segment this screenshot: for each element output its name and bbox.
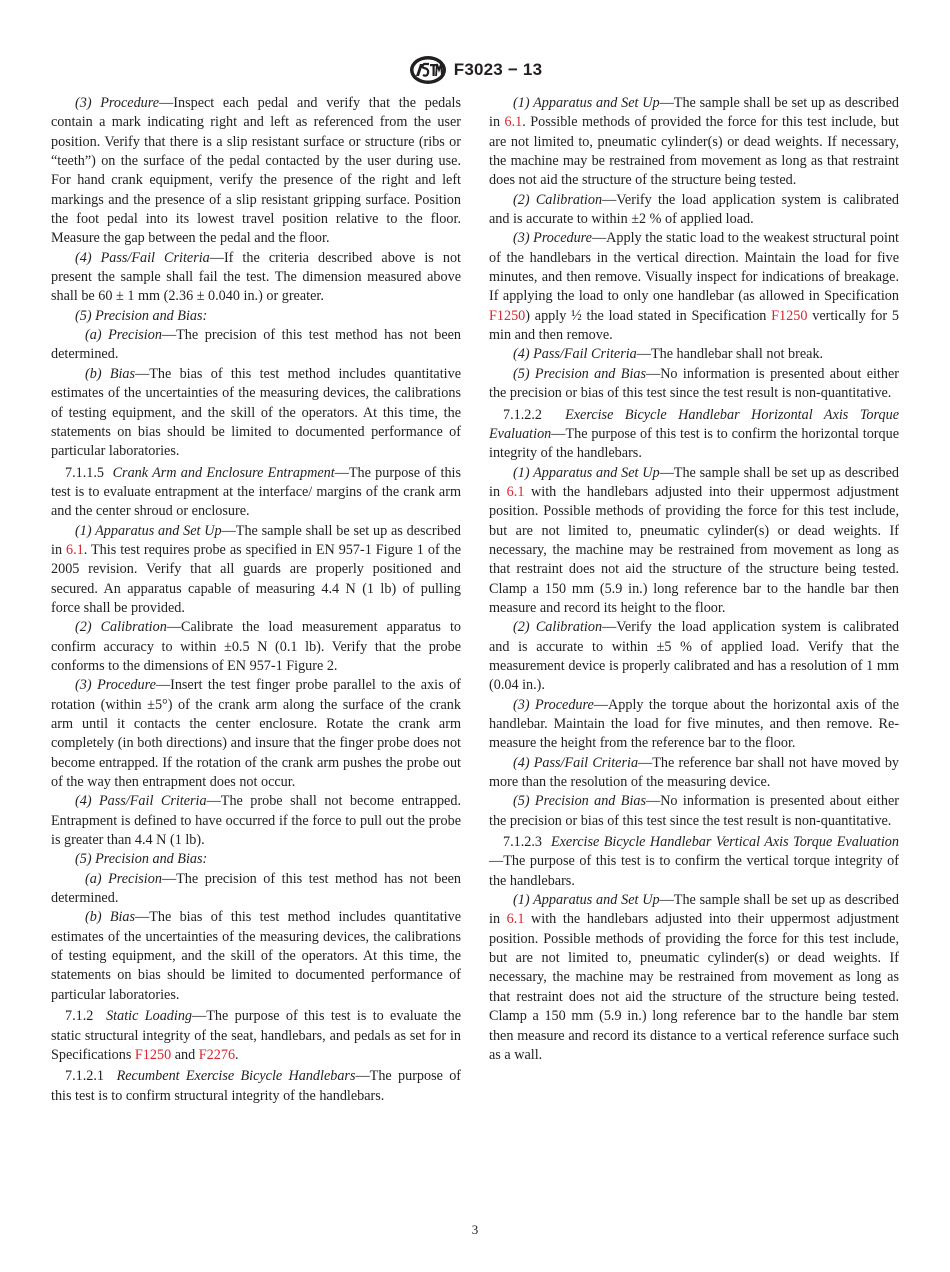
paragraph: (b) Bias—The bias of this test method includes quantitative estimates of the uncertainties of the measuring devices, the calibrations of testing equipment, and the skill of the operators. At this time, the statements on bias should be limited to documented performance of particular laboratories. [51, 365, 461, 460]
paragraph: (2) Calibration—Verify the load application system is calibrated and is accurate to within ±5 % of applied load. Verify that the measurement device is properly calibrated and has a resolution of 1 mm (0.04 in.). [489, 619, 900, 694]
section-7-1-2-1: 7.1.2.1 Recumbent Exercise Bicycle Handlebars—The purpose of this test is to confirm structural integrity of the handlebars. [51, 1068, 462, 1104]
paragraph: (2) Calibration—Verify the load application system is calibrated and is accurate to within ±2 % of applied load. [489, 191, 900, 228]
paragraph: (3) Procedure—Insert the test finger probe parallel to the axis of rotation (within ±5°) of the crank arm along the surface of the crank arm until it contacts the center enclosure. Rotate the crank arm completely (in both directions) and insure that the finger probe does not become entrapped. If the rotation of the crank arm pushes the probe out of the way then entrapment does not occur. [51, 677, 461, 791]
paragraph: (a) Precision—The precision of this test method has not been determined. [51, 870, 462, 907]
reference-link[interactable]: F1250 [134, 1046, 172, 1063]
reference-link[interactable]: F1250 [771, 307, 808, 324]
paragraph: (4) Pass/Fail Criteria—The probe shall not become entrapped. Entrapment is defined to have occurred if the force to pull out the probe is greater than 4.4 N (1 lb). [51, 793, 461, 849]
paragraph: (1) Apparatus and Set Up—The sample shall be set up as described in 6.1. This test requires probe as specified in EN 957-1 Figure 1 of the 2005 revision. Verify that all guards are properly positioned and secured. An apparatus capable of measuring 4.4 N (1 lb) of pulling force shall be provided. [51, 522, 461, 616]
document-designation: F3023 − 13 [453, 60, 543, 79]
paragraph: (1) Apparatus and Set Up—The sample shall be set up as described in 6.1 with the handlebars adjusted into their uppermost adjustment position. Possible methods of providing the force for this test include, but are not limited to, pneumatic cylinder(s) or dead weights. If necessary, the machine may be restrained from movement as long as that restraint does not aid the structure of the structure being tested. Clamp a 150 mm (5.9 in.) long reference bar to the handle bar stem then measure and record its distance to a vertical reference surface such as a wall. [489, 892, 899, 1063]
paragraph: (3) Procedure—Apply the torque about the horizontal axis of the handlebar. Maintain the load for five minutes, and then remove. Re-measure the height from the reference bar to the floor. [489, 696, 899, 752]
astm-logo-icon [408, 54, 448, 86]
reference-link[interactable]: 6.1 [506, 911, 525, 928]
paragraph: (4) Pass/Fail Criteria—If the criteria described above is not present the sample shall fail the test. The dimension measured above shall be 60 ± 1 mm (2.36 ± 0.040 in.) or greater. [51, 249, 461, 305]
paragraph: (5) Precision and Bias—No information is presented about either the precision or bias of this test since the test result is non-quantitative. [489, 365, 899, 402]
paragraph: (4) Pass/Fail Criteria—The handlebar shall not break. [513, 346, 824, 363]
left-column [51, 94, 461, 1106]
paragraph: (1) Apparatus and Set Up—The sample shall be set up as described in 6.1. Possible methods of provided the force for this test include, but are not limited to, pneumatic cylinder(s) or dead weights. If necessary, the machine may be restrained from movement as long as that restraint does not aid the structure of the structure being tested. [489, 95, 899, 189]
page-number: 3 [471, 1222, 479, 1237]
section-7-1-1-5: 7.1.1.5 Crank Arm and Enclosure Entrapment—The purpose of this test is to evaluate entrapment at the interface/ margins of the crank arm and the center shroud or enclosure. [51, 464, 461, 520]
right-column [489, 94, 899, 1065]
section-7-1-2: 7.1.2 Static Loading—The purpose of this test is to evaluate the static structural integrity of the seat, handlebars, and pedals as set for in Specifications F1250 and F2276. [51, 1008, 461, 1063]
section-7-1-2-3: 7.1.2.3 Exercise Bicycle Handlebar Vertical Axis Torque Evaluation—The purpose of this test is to confirm the vertical torque integrity of the handlebars. [489, 834, 899, 889]
paragraph: (1) Apparatus and Set Up—The sample shall be set up as described in 6.1 with the handlebars adjusted into their uppermost adjustment position. Possible methods of providing the force for this test include, but are not limited to, pneumatic cylinder(s) or dead weights. If necessary, the machine may be restrained from movement as long as that restraint does not aid the structure of the structure being tested. Clamp a 150 mm (5.9 in.) long reference bar to the handle bar then measure and record its height to the floor. [489, 464, 899, 616]
paragraph: (5) Precision and Bias: [75, 851, 208, 868]
reference-link[interactable]: 6.1 [504, 114, 523, 131]
paragraph: (a) Precision—The precision of this test method has not been determined. [51, 327, 462, 363]
reference-link[interactable]: 6.1 [66, 541, 84, 558]
reference-link[interactable]: 6.1 [506, 483, 525, 500]
paragraph: (2) Calibration—Calibrate the load measurement apparatus to confirm accuracy to within ±0.5 N (0.1 lb). Verify that the probe conforms to the dimensions of EN 957-1 Figure 2. [51, 619, 461, 674]
reference-link[interactable]: F2276 [198, 1046, 236, 1063]
paragraph: (4) Pass/Fail Criteria—The reference bar shall not have moved by more than the resolution of the measuring device. [489, 754, 900, 791]
reference-link[interactable]: F1250 [489, 307, 526, 324]
paragraph: (3) Procedure—Inspect each pedal and verify that the pedals contain a mark indicating right and left as referenced from the user position. Verify that there is a slip resistant surface or structure (ribs or “teeth”) on the surface of the pedal contacted by the user during use. For hand crank equipment, verify the presence of the right and left markings and the presence of a slip resistant gripping surface. Position the foot pedal into its lowest travel position relative to the floor. Measure the gap between the pedal and the floor. [51, 95, 462, 247]
paragraph: (5) Precision and Bias: [75, 307, 208, 324]
paragraph: (b) Bias—The bias of this test method includes quantitative estimates of the uncertainties of the measuring devices, the calibrations of testing equipment, and the skill of the operators. At this time, the statements on bias should be limited to documented performance of particular laboratories. [51, 909, 461, 1003]
page-header [0, 52, 950, 88]
section-7-1-2-2: 7.1.2.2 Exercise Bicycle Handlebar Horizontal Axis Torque Evaluation—The purpose of this test is to confirm the horizontal torque integrity of the handlebars. [489, 406, 900, 462]
paragraph: (3) Procedure—Apply the static load to the weakest structural point of the handlebars in the vertical direction. Maintain the load for five minutes, and then remove. Visually inspect for indications of breakage. If applying the load to only one handlebar (as allowed in Specification F1250) apply ½ the load stated in Specification F1250 vertically for 5 min and then remove. [489, 230, 899, 344]
paragraph: (5) Precision and Bias—No information is presented about either the precision or bias of this test since the test result is non-quantitative. [489, 793, 899, 829]
